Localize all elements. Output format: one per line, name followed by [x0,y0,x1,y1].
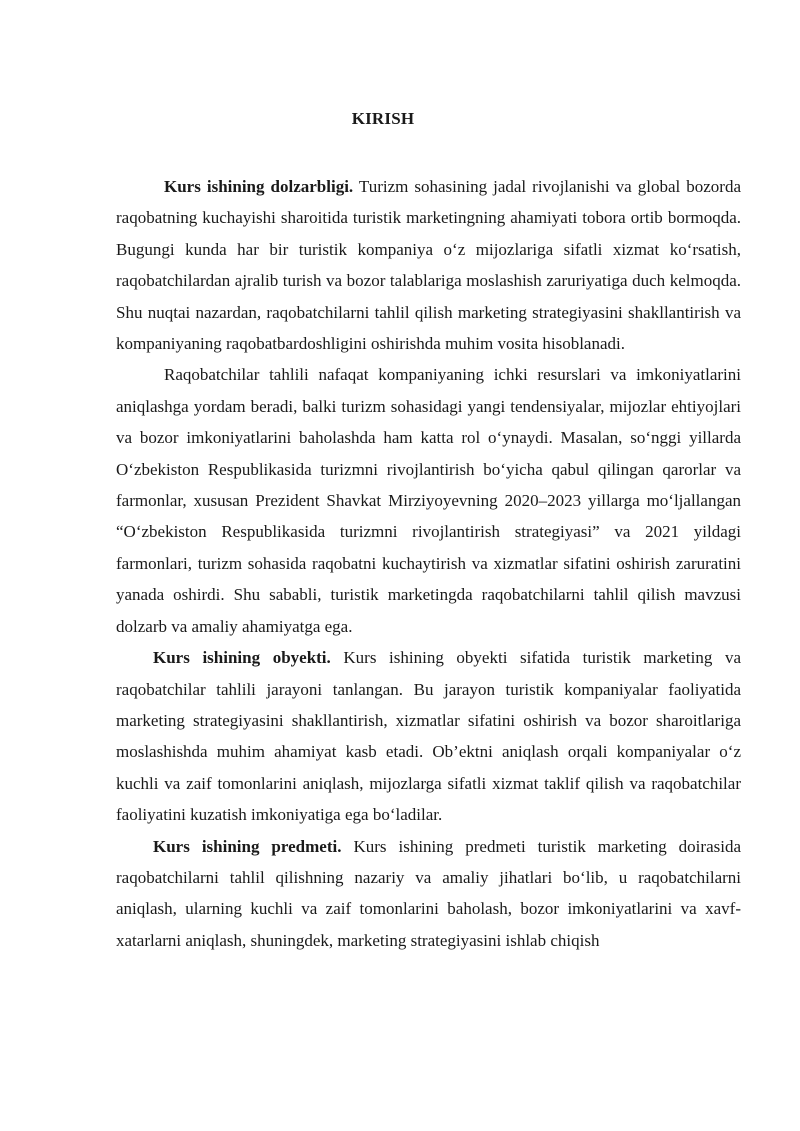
paragraph-relevance [116,171,741,359]
paragraph-lead: Kurs ishining predmeti. [153,836,342,856]
paragraph-object [116,642,741,830]
paragraph-competitor-analysis [116,359,741,642]
paragraph-lead: Kurs ishining obyekti. [153,648,331,668]
paragraph-text: Raqobatchilar tahlili nafaqat kompaniyaning ichki resurslari va imkoniyatlarini aniqlashga yordam beradi, balki turizm sohasidagi yangi tendensiyalar, mijozlar ehtiyojlari va bozor imkoniyatlarini baholashda ham katta rol o‘ynaydi. Masalan, so‘nggi yillarda O‘zbekiston Respublikasida turizmni rivojlantirish bo‘yicha qabul qilingan qarorlar va farmonlar, xususan Prezident Shavkat Mirziyoyevning 2020–2023 yillarga mo‘ljallangan “O‘zbekiston Respublikasida turizmni rivojlantirish strategiyasi” va 2021 yildagi farmonlari, turizm sohasida raqobatni kuchaytirish va xizmatlar sifatini oshirish zaruratini yanada oshirdi. Shu sababli, turistik marketingda raqobatchilarni tahlil qilish mavzusi dolzarb va amaliy ahamiyatga ega. [116,365,741,636]
paragraph-subject [116,831,741,957]
paragraph-text: Kurs ishining obyekti sifatida turistik marketing va raqobatchilar tahlili jarayoni tanlangan. Bu jarayon turistik kompaniyalar faoliyatida marketing strategiyasini shakllantirish, xizmatlar sifatini oshirish va bozor sharoitlariga moslashishda muhim ahamiyat kasb etadi. Ob’ektni aniqlash orqali kompaniyalar o‘z kuchli va zaif tomonlarini aniqlash, mijozlarga sifatli xizmat taklif qilish va raqobatchilar faoliyatini kuzatish imkoniyatiga ega bo‘ladilar. [116,648,741,825]
document-body [116,171,741,956]
paragraph-text: Kurs ishining predmeti turistik marketing doirasida raqobatchilarni tahlil qilishning nazariy va amaliy jihatlari bo‘lib, u raqobatchilarni aniqlash, ularning kuchli va zaif tomonlarini baholash, bozor imkoniyatlarini va xavf-xatarlarni aniqlash, shuningdek, marketing strategiyasini ishlab chiqish [116,836,741,950]
paragraph-lead: Kurs ishining dolzarbligi. [164,177,354,196]
paragraph-text: Turizm sohasining jadal rivojlanishi va global bozorda raqobatning kuchayishi sharoitida turistik marketingning ahamiyati tobora ortib bormoqda. Bugungi kunda har bir turistik kompaniya o‘z mijozlariga sifatli xizmat ko‘rsatish, raqobatchilardan ajralib turish va bozor talablariga moslashish zaruriyatiga duch kelmoqda. Shu nuqtai nazardan, raqobatchilarni tahlil qilish marketing strategiyasini shakllantirish va kompaniyaning raqobatbardoshligini oshirishda muhim vosita hisoblanadi. [116,177,741,354]
page-title: KIRISH [351,109,415,128]
